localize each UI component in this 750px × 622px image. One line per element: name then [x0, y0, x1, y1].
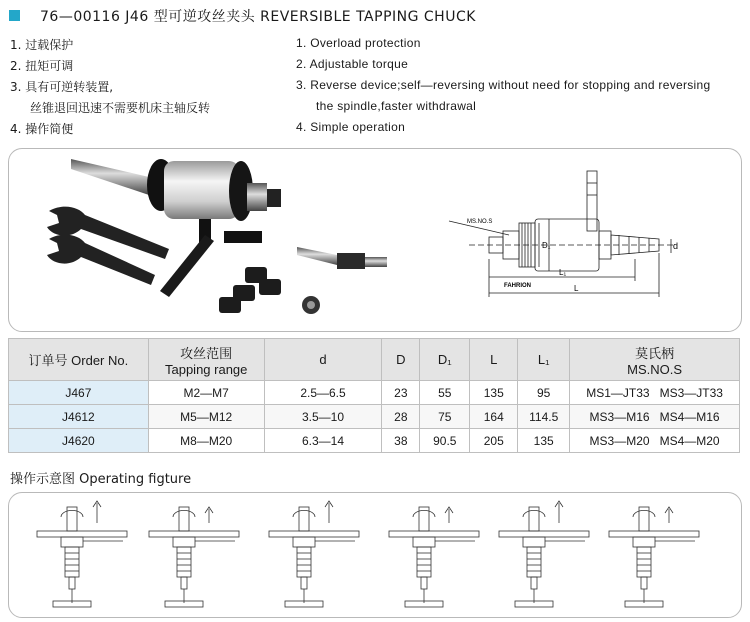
- cell-d: 3.5—10: [264, 405, 382, 429]
- drawing-label-l1: L₁: [559, 268, 567, 277]
- adapter-shank: [297, 247, 337, 265]
- operating-step: [37, 501, 127, 607]
- cell-order: J4612: [9, 405, 149, 429]
- operating-title: 操作示意图 Operating figture: [10, 472, 192, 487]
- feature-en-3-cont: the spindle,faster withdrawal: [316, 99, 477, 113]
- product-photo: [19, 149, 399, 329]
- col-range-en: Tapping range: [164, 361, 248, 377]
- col-range-cn: 攻丝范围: [180, 345, 233, 361]
- drawing-label-d1: D₁: [542, 241, 551, 250]
- cell-order: J467: [9, 381, 149, 405]
- col-order: 订单号 Order No.: [9, 339, 149, 381]
- cell-D1: 90.5: [420, 429, 470, 453]
- cell-D1: 75: [420, 405, 470, 429]
- col-D: D: [382, 339, 420, 381]
- title-marker: [9, 10, 20, 21]
- cell-d: 6.3—14: [264, 429, 382, 453]
- torque-arm: [160, 235, 214, 297]
- table-row: [9, 405, 740, 429]
- feature-cn-3-cont: 丝锥退回迅速不需要机床主轴反转: [30, 101, 211, 115]
- spec-table: [8, 338, 740, 453]
- cell-range: M5—M12: [148, 405, 264, 429]
- col-D1: D₁: [420, 339, 470, 381]
- col-ms: [570, 339, 740, 381]
- cell-ms: [570, 405, 740, 429]
- col-L: L: [470, 339, 518, 381]
- collet: [259, 279, 281, 295]
- cell-ms: [570, 381, 740, 405]
- drawing-label-d: d: [673, 241, 679, 251]
- feature-en-3: 3. Reverse device;self—reversing without need for stopping and reversing: [296, 78, 711, 92]
- chuck-body: [164, 161, 239, 219]
- cell-range: M8—M20: [148, 429, 264, 453]
- col-d: d: [264, 339, 382, 381]
- title-bar: [0, 0, 750, 30]
- col-ms-en: MS.NO.S: [627, 361, 683, 377]
- cell-L: 135: [470, 381, 518, 405]
- product-panel: [8, 148, 742, 332]
- drawing-label-l: L: [574, 284, 579, 293]
- col-ms-cn: 莫氏柄: [635, 345, 675, 361]
- collet: [219, 297, 241, 313]
- technical-drawing: [409, 153, 729, 327]
- cell-ms2: MS4—M16: [659, 409, 720, 424]
- feature-cn-3: 3. 具有可逆转装置,: [10, 80, 114, 94]
- cell-ms: [570, 429, 740, 453]
- table-row: [9, 381, 740, 405]
- table-row: [9, 429, 740, 453]
- cell-ms2: MS3—JT33: [659, 385, 723, 400]
- cell-L1: 114.5: [518, 405, 570, 429]
- cell-ms1: MS3—M20: [589, 433, 650, 448]
- cell-D1: 55: [420, 381, 470, 405]
- operating-panel: [8, 492, 742, 618]
- operating-step: [389, 507, 479, 607]
- feature-en-4: 4. Simple operation: [296, 120, 406, 134]
- operating-step: [609, 507, 699, 607]
- table-header-row: [9, 339, 740, 381]
- feature-cn-2: 2. 扭矩可调: [10, 59, 74, 73]
- cell-order: J4620: [9, 429, 149, 453]
- cell-D: 28: [382, 405, 420, 429]
- feature-cn-4: 4. 操作简便: [10, 122, 74, 136]
- cell-L1: 95: [518, 381, 570, 405]
- feature-en-1: 1. Overload protection: [296, 36, 421, 50]
- cell-ms1: MS1—JT33: [586, 385, 650, 400]
- cell-d: 2.5—6.5: [264, 381, 382, 405]
- cell-L: 205: [470, 429, 518, 453]
- feature-cn-1: 1. 过载保护: [10, 38, 74, 52]
- cell-D: 38: [382, 429, 420, 453]
- col-range: [148, 339, 264, 381]
- drawing-label-ms: MS.NO.S: [467, 219, 493, 225]
- operating-step: [269, 501, 359, 607]
- cell-range: M2—M7: [148, 381, 264, 405]
- cell-D: 23: [382, 381, 420, 405]
- operating-step: [149, 507, 239, 607]
- taper-shank: [71, 159, 149, 195]
- cell-ms2: MS4—M20: [659, 433, 720, 448]
- col-L1: L₁: [518, 339, 570, 381]
- operating-step: [499, 501, 589, 607]
- feature-en-2: 2. Adjustable torque: [296, 57, 409, 71]
- brand-logo: FAHRION: [504, 283, 531, 289]
- page-title: 76—00116 J46 型可逆攻丝夹头 REVERSIBLE TAPPING CHUCK: [40, 9, 476, 25]
- cell-L1: 135: [518, 429, 570, 453]
- cell-L: 164: [470, 405, 518, 429]
- operating-diagram: [9, 493, 741, 617]
- cell-ms1: MS3—M16: [589, 409, 650, 424]
